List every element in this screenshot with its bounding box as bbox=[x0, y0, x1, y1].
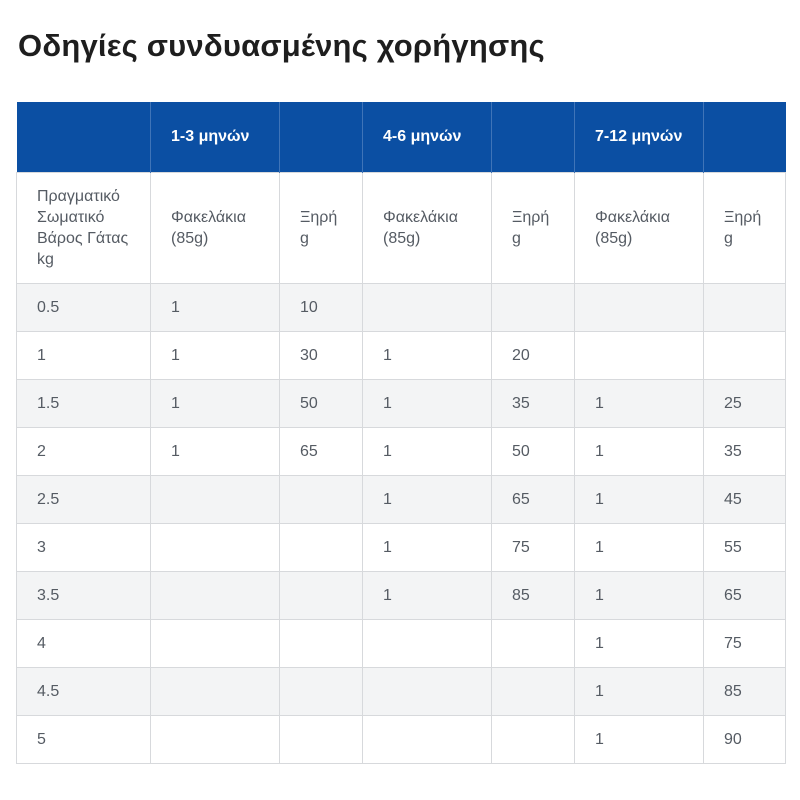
table-cell: 1 bbox=[575, 620, 704, 668]
table-cell: 50 bbox=[492, 428, 575, 476]
table-cell: 55 bbox=[704, 524, 786, 572]
table-row bbox=[17, 332, 786, 380]
weight-cell: 3.5 bbox=[17, 572, 151, 620]
column-header: Φακελάκια (85g) bbox=[575, 173, 704, 284]
age-group-header bbox=[704, 102, 786, 173]
table-cell bbox=[280, 572, 363, 620]
column-header: Ξηρή g bbox=[280, 173, 363, 284]
table-cell bbox=[492, 668, 575, 716]
table-cell bbox=[492, 284, 575, 332]
weight-cell: 3 bbox=[17, 524, 151, 572]
table-row bbox=[17, 428, 786, 476]
table-cell bbox=[704, 332, 786, 380]
table-cell: 1 bbox=[575, 572, 704, 620]
age-group-header bbox=[280, 102, 363, 173]
table-cell bbox=[575, 284, 704, 332]
table-cell bbox=[363, 668, 492, 716]
table-row bbox=[17, 716, 786, 764]
table-row bbox=[17, 284, 786, 332]
table-cell bbox=[151, 524, 280, 572]
table-cell: 1 bbox=[575, 476, 704, 524]
column-header: Ξηρή g bbox=[492, 173, 575, 284]
table-cell bbox=[280, 476, 363, 524]
table-cell: 1 bbox=[151, 428, 280, 476]
table-cell: 45 bbox=[704, 476, 786, 524]
column-header: Φακελάκια (85g) bbox=[363, 173, 492, 284]
table-cell bbox=[151, 716, 280, 764]
feeding-table bbox=[16, 102, 786, 764]
table-cell: 1 bbox=[363, 428, 492, 476]
column-header: Φακελάκια (85g) bbox=[151, 173, 280, 284]
age-group-header: 7-12 μηνών bbox=[575, 102, 704, 173]
table-cell: 1 bbox=[363, 572, 492, 620]
table-cell: 25 bbox=[704, 380, 786, 428]
weight-cell: 4.5 bbox=[17, 668, 151, 716]
table-cell: 90 bbox=[704, 716, 786, 764]
table-cell: 1 bbox=[151, 332, 280, 380]
age-group-header-row bbox=[17, 102, 786, 173]
column-header: Ξηρή g bbox=[704, 173, 786, 284]
table-cell: 1 bbox=[151, 284, 280, 332]
weight-cell: 2 bbox=[17, 428, 151, 476]
weight-cell: 2.5 bbox=[17, 476, 151, 524]
table-cell bbox=[363, 284, 492, 332]
weight-cell: 5 bbox=[17, 716, 151, 764]
table-cell: 65 bbox=[492, 476, 575, 524]
weight-cell: 0.5 bbox=[17, 284, 151, 332]
table-cell bbox=[575, 332, 704, 380]
table-cell: 35 bbox=[704, 428, 786, 476]
weight-cell: 1.5 bbox=[17, 380, 151, 428]
age-group-header bbox=[17, 102, 151, 173]
age-group-header: 4-6 μηνών bbox=[363, 102, 492, 173]
table-row bbox=[17, 620, 786, 668]
table-cell bbox=[492, 620, 575, 668]
table-cell bbox=[280, 716, 363, 764]
table-cell: 1 bbox=[363, 476, 492, 524]
table-cell bbox=[280, 668, 363, 716]
table-row bbox=[17, 380, 786, 428]
table-cell: 1 bbox=[151, 380, 280, 428]
table-row bbox=[17, 668, 786, 716]
table-cell: 35 bbox=[492, 380, 575, 428]
age-group-header bbox=[492, 102, 575, 173]
table-cell bbox=[151, 620, 280, 668]
table-cell: 1 bbox=[363, 332, 492, 380]
table-cell: 75 bbox=[492, 524, 575, 572]
table-cell: 75 bbox=[704, 620, 786, 668]
table-cell: 10 bbox=[280, 284, 363, 332]
age-group-header: 1-3 μηνών bbox=[151, 102, 280, 173]
table-cell: 50 bbox=[280, 380, 363, 428]
table-cell: 1 bbox=[575, 524, 704, 572]
table-cell: 1 bbox=[363, 380, 492, 428]
table-cell: 1 bbox=[575, 380, 704, 428]
table-row bbox=[17, 572, 786, 620]
table-cell bbox=[151, 476, 280, 524]
table-cell: 65 bbox=[280, 428, 363, 476]
table-cell bbox=[492, 716, 575, 764]
table-cell bbox=[363, 716, 492, 764]
column-header-row bbox=[17, 173, 786, 284]
table-cell: 1 bbox=[575, 668, 704, 716]
table-cell: 1 bbox=[575, 716, 704, 764]
table-cell bbox=[704, 284, 786, 332]
table-cell: 85 bbox=[704, 668, 786, 716]
table-cell: 20 bbox=[492, 332, 575, 380]
table-cell bbox=[280, 524, 363, 572]
table-cell bbox=[280, 620, 363, 668]
table-cell: 85 bbox=[492, 572, 575, 620]
table-cell: 65 bbox=[704, 572, 786, 620]
page-title: Οδηγίες συνδυασμένης χορήγησης bbox=[18, 28, 545, 63]
table-row bbox=[17, 476, 786, 524]
table-cell bbox=[151, 572, 280, 620]
table-row bbox=[17, 524, 786, 572]
table-cell: 30 bbox=[280, 332, 363, 380]
weight-cell: 4 bbox=[17, 620, 151, 668]
table-cell bbox=[151, 668, 280, 716]
weight-cell: 1 bbox=[17, 332, 151, 380]
table-cell: 1 bbox=[575, 428, 704, 476]
table-cell: 1 bbox=[363, 524, 492, 572]
table-cell bbox=[363, 620, 492, 668]
column-header: Πραγματικό Σωματικό Βάρος Γάτας kg bbox=[17, 173, 151, 284]
